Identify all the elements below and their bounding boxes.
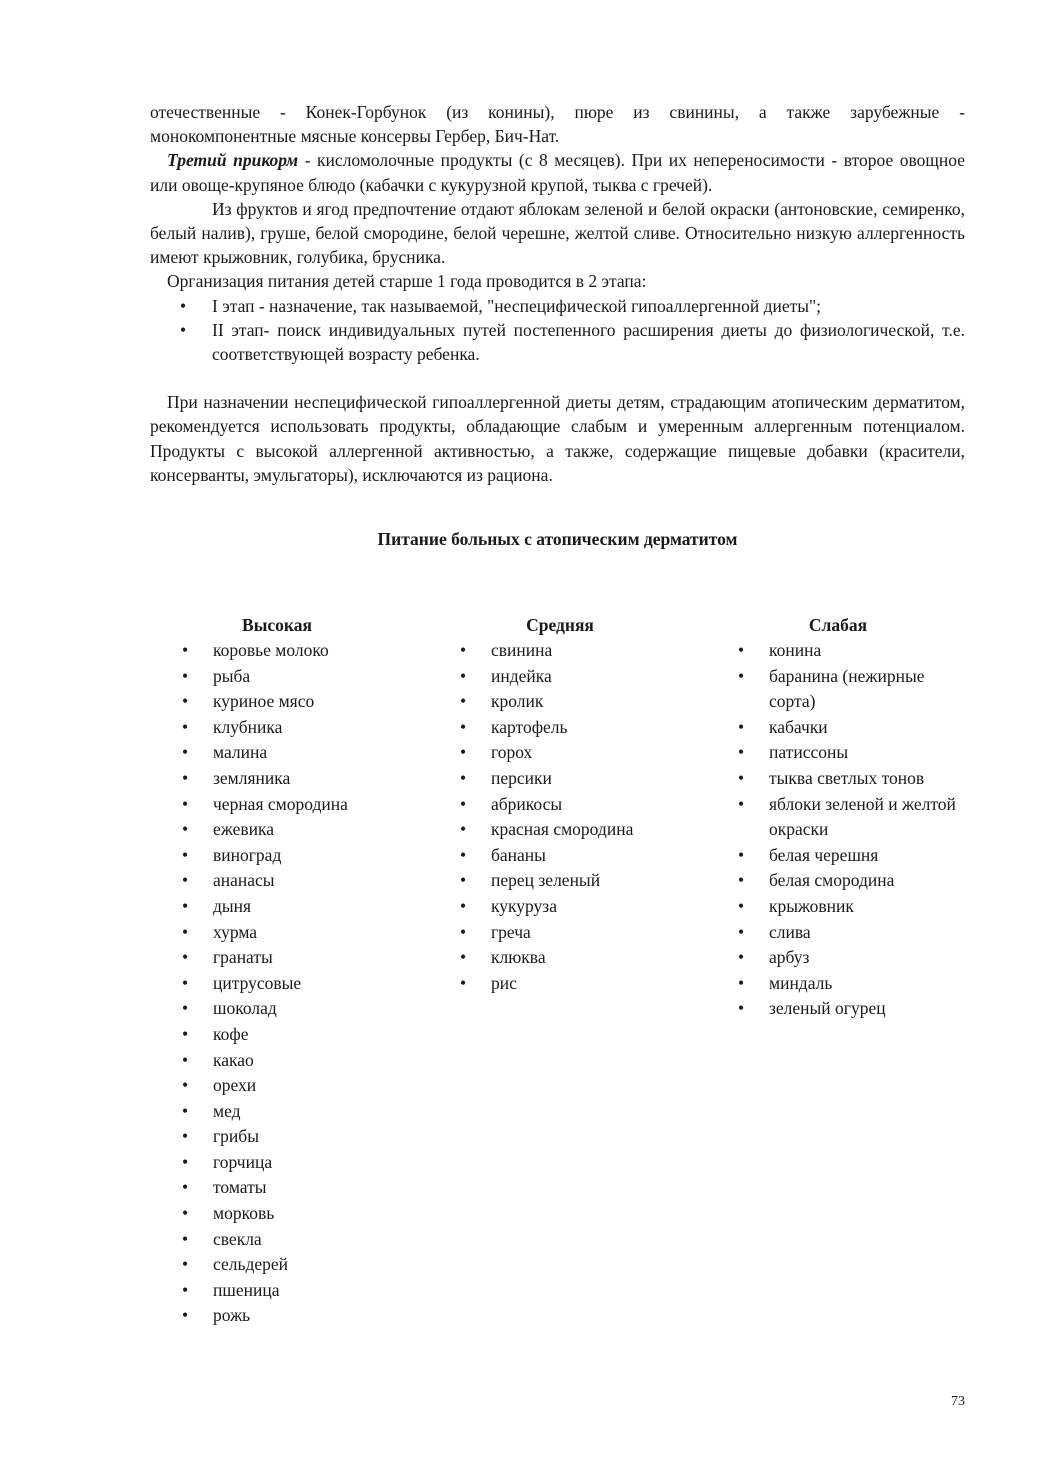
list-item-text: баранина (нежирные сорта) — [769, 665, 925, 712]
bullet-icon: • — [182, 819, 189, 840]
organization-paragraph: Организация питания детей старше 1 года проводится в 2 этапа: — [167, 271, 647, 292]
list-item — [738, 920, 968, 946]
bullet-icon: • — [182, 947, 189, 968]
column-medium — [460, 612, 690, 996]
bullet-icon: • — [738, 665, 745, 686]
list-item — [460, 817, 690, 843]
list-item-text: коровье молоко — [213, 640, 329, 660]
list-item-text: кабачки — [769, 716, 828, 737]
bullet-icon: • — [182, 972, 189, 993]
list-item-text: хурма — [213, 921, 258, 942]
bullet-icon: • — [460, 665, 467, 686]
list-item-text: белая черешня — [769, 844, 879, 865]
bullet-icon: • — [738, 767, 745, 788]
list-item — [182, 1048, 412, 1074]
list-item-text: свинина — [491, 640, 553, 660]
list-item-text: клюква — [491, 947, 546, 968]
column-medium-title: Средняя — [526, 615, 594, 635]
bullet-icon: • — [182, 921, 189, 942]
bullet-icon: • — [180, 319, 187, 340]
stages-list — [150, 294, 965, 367]
bullet-icon: • — [182, 640, 189, 660]
list-item — [182, 971, 412, 997]
list-item — [182, 894, 412, 920]
list-item-text: бананы — [491, 844, 546, 865]
list-item-text: рожь — [213, 1305, 251, 1326]
list-item — [182, 817, 412, 843]
list-item-text: картофель — [491, 716, 568, 737]
bullet-icon: • — [182, 1151, 189, 1172]
bullet-icon: • — [460, 640, 467, 660]
list-item — [182, 868, 412, 894]
list-item — [182, 1201, 412, 1227]
list-item — [182, 638, 412, 664]
bullet-icon: • — [460, 691, 467, 712]
bullet-icon: • — [182, 844, 189, 865]
stage-item — [150, 318, 965, 366]
bullet-icon: • — [738, 947, 745, 968]
list-item — [460, 792, 690, 818]
list-item-text: рыба — [213, 665, 251, 686]
stage-text: II этап- поиск индивидуальных путей постепенного расширения диеты до физиологической, т.е. соответствующей возрасту ребенка. — [212, 319, 965, 365]
intro-line-2: монокомпонентные мясные консервы Гербер, Бич-Нат. — [150, 126, 560, 147]
bullet-icon: • — [460, 895, 467, 916]
stage-item — [150, 294, 965, 318]
list-item — [460, 689, 690, 715]
column-high-title: Высокая — [242, 615, 312, 635]
list-item-text: ананасы — [213, 870, 275, 891]
bullet-icon: • — [182, 1100, 189, 1121]
stage-text: I этап - назначение, так называемой, "неспецифической гипоаллергенной диеты"; — [212, 295, 822, 316]
list-item — [182, 1124, 412, 1150]
list-item — [182, 1022, 412, 1048]
list-item-text: куриное мясо — [213, 691, 315, 712]
bullet-icon: • — [460, 742, 467, 763]
list-item — [182, 843, 412, 869]
list-item-text: орехи — [213, 1075, 257, 1096]
list-item — [460, 894, 690, 920]
bullet-icon: • — [182, 1023, 189, 1044]
list-item-text: греча — [491, 921, 531, 942]
list-item — [738, 792, 968, 843]
bullet-icon: • — [738, 742, 745, 763]
bullet-icon: • — [182, 1126, 189, 1147]
bullet-icon: • — [738, 921, 745, 942]
bullet-icon: • — [460, 947, 467, 968]
list-item-text: ежевика — [213, 819, 275, 840]
list-item — [738, 868, 968, 894]
bullet-icon: • — [182, 1228, 189, 1249]
section-title: Питание больных с атопическим дерматитом — [377, 529, 738, 550]
bullet-icon: • — [180, 295, 187, 316]
list-item — [182, 689, 412, 715]
column-high-list — [182, 638, 412, 1329]
list-item-text: персики — [491, 767, 552, 788]
bullet-icon: • — [460, 844, 467, 865]
bullet-icon: • — [738, 870, 745, 891]
list-item — [460, 945, 690, 971]
bullet-icon: • — [460, 716, 467, 737]
bullet-icon: • — [182, 1279, 189, 1300]
list-item — [182, 1175, 412, 1201]
column-high — [182, 612, 412, 1329]
column-medium-list — [460, 638, 690, 996]
bullet-icon: • — [182, 742, 189, 763]
column-low — [738, 612, 968, 1022]
bullet-icon: • — [182, 1203, 189, 1224]
list-item — [182, 1227, 412, 1253]
list-item-text: клубника — [213, 716, 283, 737]
list-item — [182, 1303, 412, 1329]
list-item — [738, 766, 968, 792]
bullet-icon: • — [460, 793, 467, 814]
list-item-text: пшеница — [213, 1279, 280, 1300]
bullet-icon: • — [738, 972, 745, 993]
third-feeding-term: Третий прикорм — [167, 150, 299, 171]
list-item — [738, 740, 968, 766]
list-item-text: цитрусовые — [213, 972, 302, 993]
list-item — [182, 1252, 412, 1278]
list-item — [182, 1073, 412, 1099]
list-item-text: малина — [213, 742, 268, 763]
list-item-text: горох — [491, 742, 533, 763]
bullet-icon: • — [460, 870, 467, 891]
list-item-text: горчица — [213, 1151, 273, 1172]
list-item-text: красная смородина — [491, 819, 634, 840]
list-item-text: свекла — [213, 1228, 262, 1249]
list-item-text: томаты — [213, 1177, 267, 1198]
column-low-title: Слабая — [808, 615, 868, 635]
bullet-icon: • — [182, 691, 189, 712]
list-item-text: тыква светлых тонов — [769, 767, 925, 788]
list-item-text: конина — [769, 640, 822, 660]
list-item-text: грибы — [213, 1126, 259, 1147]
list-item-text: арбуз — [769, 947, 810, 968]
list-item-text: зеленый огурец — [769, 998, 886, 1019]
list-item — [738, 996, 968, 1022]
bullet-icon: • — [182, 1305, 189, 1326]
bullet-icon: • — [738, 844, 745, 865]
list-item-text: перец зеленый — [491, 870, 601, 891]
bullet-icon: • — [738, 793, 745, 814]
bullet-icon: • — [182, 793, 189, 814]
list-item — [460, 715, 690, 741]
list-item — [182, 740, 412, 766]
list-item — [182, 920, 412, 946]
bullet-icon: • — [182, 665, 189, 686]
column-low-list — [738, 638, 968, 1022]
list-item — [460, 740, 690, 766]
bullet-icon: • — [182, 1075, 189, 1096]
list-item — [738, 664, 968, 715]
bullet-icon: • — [738, 640, 745, 660]
bullet-icon: • — [460, 921, 467, 942]
list-item-text: сельдерей — [213, 1254, 289, 1275]
bullet-icon: • — [182, 716, 189, 737]
list-item — [738, 638, 968, 664]
list-item-text: дыня — [213, 895, 252, 916]
list-item-text: абрикосы — [491, 793, 563, 814]
list-item — [182, 792, 412, 818]
list-item-text: кофе — [213, 1023, 249, 1044]
list-item — [460, 766, 690, 792]
list-item — [182, 715, 412, 741]
intro-line-1: отечественные - Конек-Горбунок (из конины), пюре из свинины, а также зарубежные - — [150, 102, 965, 122]
list-item-text: слива — [769, 921, 811, 942]
page-number: 73 — [951, 1394, 965, 1409]
bullet-icon: • — [182, 870, 189, 891]
list-item-text: мед — [213, 1100, 241, 1121]
list-item-text: индейка — [491, 665, 552, 686]
list-item-text: патиссоны — [769, 742, 849, 763]
list-item-text: кролик — [491, 691, 544, 712]
list-item — [182, 945, 412, 971]
list-item — [182, 1150, 412, 1176]
list-item — [460, 920, 690, 946]
list-item-text: кукуруза — [491, 895, 557, 916]
document-page — [150, 100, 965, 551]
bullet-icon: • — [182, 1254, 189, 1275]
list-item-text: шоколад — [213, 998, 277, 1019]
spacer — [150, 366, 965, 390]
list-item-text: рис — [491, 972, 517, 993]
list-item — [460, 843, 690, 869]
list-item — [182, 664, 412, 690]
list-item — [738, 945, 968, 971]
bullet-icon: • — [738, 998, 745, 1019]
list-item-text: виноград — [213, 844, 282, 865]
list-item-text: белая смородина — [769, 870, 895, 891]
bullet-icon: • — [460, 767, 467, 788]
list-item — [182, 1099, 412, 1125]
bullet-icon: • — [460, 972, 467, 993]
diet-paragraph: При назначении неспецифической гипоаллергенной диеты детям, страдающим атопическим дерматитом, рекомендуется использовать продукты, обладающие слабым и умеренным аллергенным потенциалом. Продукты с высокой аллергенной активностью, а также, содержащие пищевые добавки (красители, консерванты, эмульгаторы), исключаются из рациона. — [150, 392, 965, 485]
fruits-paragraph: Из фруктов и ягод предпочтение отдают яблокам зеленой и белой окраски (антоновские, семиренко, белый налив), груше, белой смородине, белой черешне, желтой сливе. Относительно низкую аллергенность имеют крыжовник, голубика, брусника. — [150, 198, 965, 268]
list-item — [460, 638, 690, 664]
list-item — [738, 715, 968, 741]
list-item-text: яблоки зеленой и желтой окраски — [769, 793, 956, 840]
list-item — [738, 894, 968, 920]
list-item-text: морковь — [213, 1203, 275, 1224]
list-item-text: черная смородина — [213, 793, 348, 814]
list-item — [182, 1278, 412, 1304]
list-item-text: земляника — [213, 767, 291, 788]
list-item — [460, 664, 690, 690]
bullet-icon: • — [460, 819, 467, 840]
bullet-icon: • — [182, 895, 189, 916]
third-feeding-text: - кисломолочные продукты (с 8 месяцев). При их непереносимости - второе овощное или овоще-крупяное блюдо (кабачки с кукурузной крупой, тыква с гречей). — [150, 150, 965, 195]
third-feeding-paragraph — [150, 148, 965, 196]
bullet-icon: • — [738, 716, 745, 737]
list-item-text: какао — [213, 1049, 254, 1070]
list-item — [182, 766, 412, 792]
list-item — [460, 868, 690, 894]
list-item — [738, 971, 968, 997]
list-item — [460, 971, 690, 997]
bullet-icon: • — [182, 1049, 189, 1070]
list-item — [738, 843, 968, 869]
list-item — [182, 996, 412, 1022]
bullet-icon: • — [182, 998, 189, 1019]
bullet-icon: • — [182, 1177, 189, 1198]
list-item-text: крыжовник — [769, 895, 854, 916]
list-item-text: миндаль — [769, 972, 833, 993]
bullet-icon: • — [182, 767, 189, 788]
list-item-text: гранаты — [213, 947, 273, 968]
bullet-icon: • — [738, 895, 745, 916]
